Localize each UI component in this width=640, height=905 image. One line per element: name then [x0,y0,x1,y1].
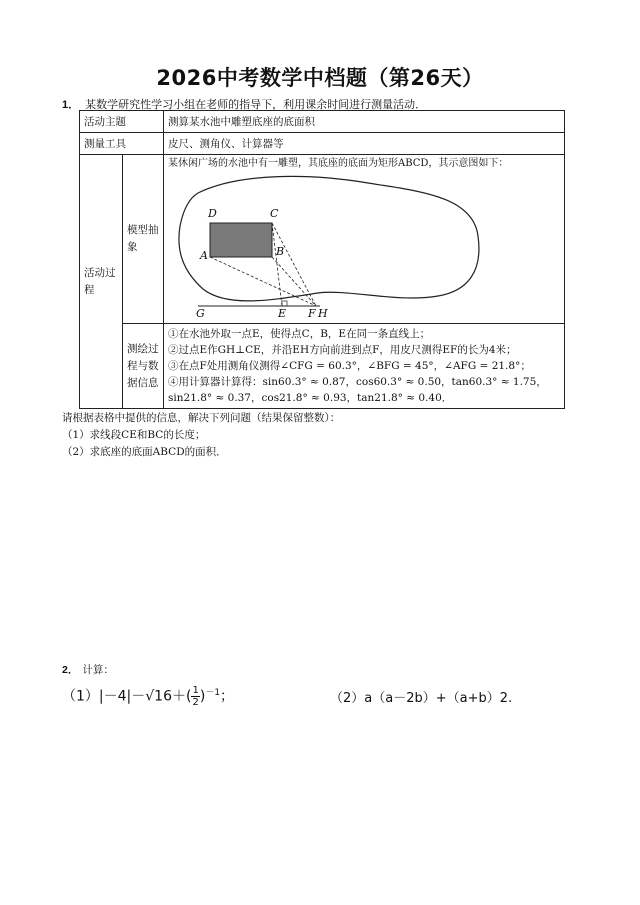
page-title: 2026中考数学中档题（第26天） [156,66,484,90]
table-cell-label: 测量工具 [80,133,164,155]
calc-1-end: ； [220,688,235,705]
question-1-prompt: 请根据表格中提供的信息，解决下列问题（结果保留整数）： [62,412,341,424]
table-row [80,155,565,324]
line-c-e [272,223,285,306]
question-number: 2． [62,664,79,676]
data-label: 测绘过程与数据信息 [127,342,159,389]
label-e: E [278,307,287,320]
table-cell-value: 测算某水池中雕塑底座的底面积 [164,111,565,133]
question-1-sub-2: （2）求底座的底面ABCD的面积． [62,446,227,458]
calc-1-expr: |－4|－√16＋( [98,688,192,705]
calc-1-exponent: －1 [205,688,221,698]
table-cell-value: 皮尺、测角仪、计算器等 [164,133,565,155]
label-h: H [318,307,328,320]
table-row [80,324,565,409]
step-2: ②过点E作GH⊥CE，并沿EH方向前进到点F，用皮尺测得EF的长为4米； [168,344,517,356]
label-c: C [270,207,279,220]
label-g: G [196,307,205,320]
question-2-label: 计算： [82,664,114,676]
fraction-denominator: 2 [192,697,199,709]
table-row [80,111,565,133]
diagram-svg [168,171,548,321]
table-row [80,133,565,155]
table-cell-label [80,155,123,409]
activity-process-label: 活动过程 [84,266,116,296]
table-cell-label [123,155,164,324]
label-a: A [200,249,208,262]
activity-table [79,110,565,409]
question-2-header [62,662,114,677]
step-4-cont: sin21.8° ≈ 0.37，cos21.8° ≈ 0.93，tan21.8° ≈ 0.40． [168,392,453,404]
fraction-one-half [191,685,199,708]
question-number: 1． [62,99,80,111]
fraction-numerator: 1 [192,685,199,697]
steps-cell [164,324,565,409]
right-angle-mark [282,301,287,306]
base-rectangle [210,223,272,257]
step-1: ①在水池外取一点E，使得点C，B，E在同一条直线上； [168,328,431,340]
label-b: B [276,245,285,258]
calc-1-prefix: （1） [62,688,99,705]
label-f: F [308,307,316,320]
table-cell-label [123,324,164,409]
question-1-text: 某数学研究性学习小组在老师的指导下，利用课余时间进行测量活动． [85,98,427,111]
model-cell [164,155,565,324]
table-cell-label: 活动主题 [80,111,164,133]
question-1-sub-1: （1）求线段CE和BC的长度； [62,429,206,441]
step-3: ③在点F处用测角仪测得∠CFG = 60.3°，∠BFG = 45°，∠AFG = 21.8°； [168,360,531,372]
geometry-diagram [168,171,560,321]
label-d: D [208,207,217,220]
model-label: 模型抽象 [127,224,159,253]
calc-part-2: （2）a（a－2b）+（a+b）2. [330,691,513,706]
model-description: 某休闲广场的水池中有一雕塑，其底座的底面为矩形ABCD，其示意图如下： [168,158,509,169]
calc-1-close: ) [199,688,206,705]
line-c-f [272,223,316,306]
calc-part-1 [62,685,234,708]
step-4: ④用计算器计算得：sin60.3° ≈ 0.87，cos60.3° ≈ 0.50，tan60.3° ≈ 1.75， [168,376,547,388]
